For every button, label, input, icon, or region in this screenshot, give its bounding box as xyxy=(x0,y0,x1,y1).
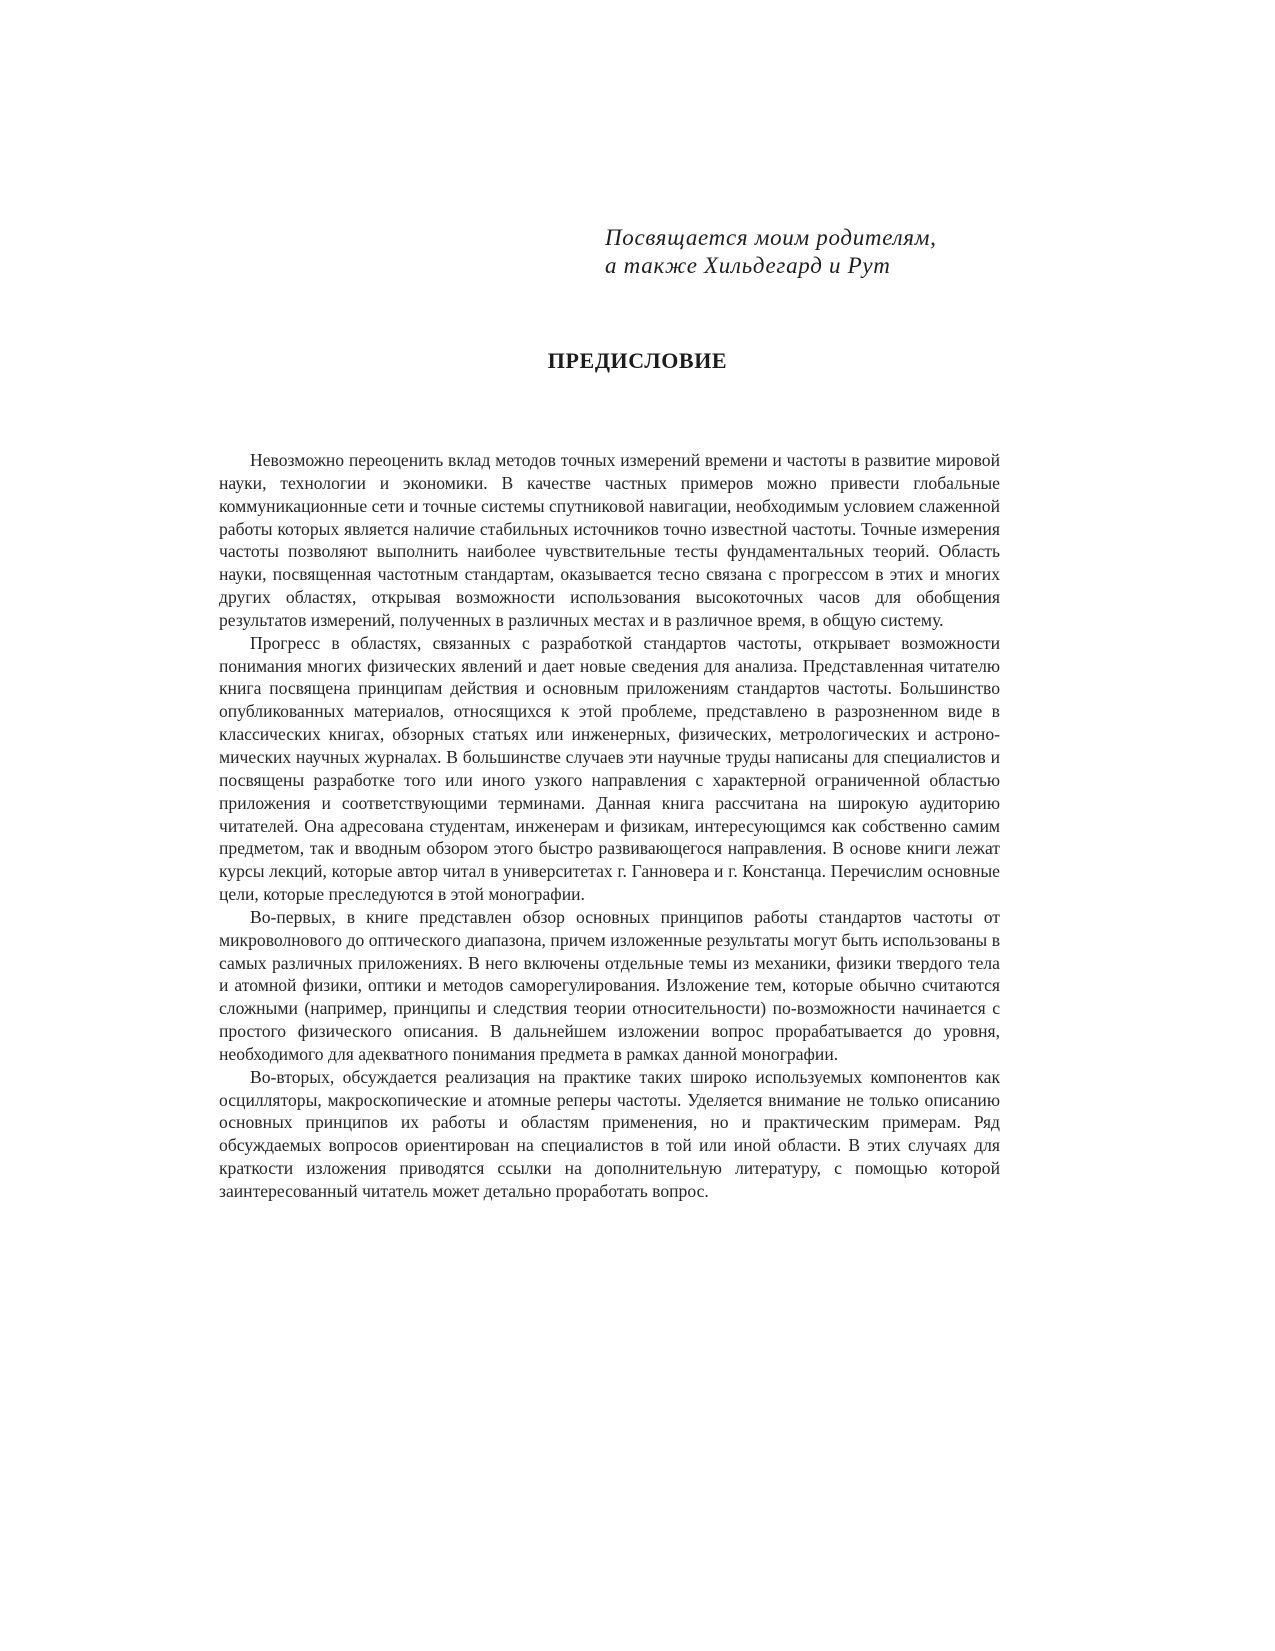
paragraph: Во-вторых, обсуждается реализация на практике таких широко используемых компонентов как осцилляторы, макроскопические и атомные реперы частоты. Уделяется внимание не только описанию основных принципов их работы и областям применения, но и практическим примерам. Ряд обсуждаемых вопросов ориентирован на специалистов в той или иной области. В этих случаях для краткости изложения приводятся ссылки на дополнительную литературу, с помощью которой заинтересованный читатель может детально проработать вопрос. xyxy=(219,1066,1000,1201)
dedication xyxy=(605,224,1025,280)
page-title: ПРЕДИСЛОВИЕ xyxy=(547,348,728,373)
preface-body xyxy=(219,449,1000,1203)
dedication-line-1: Посвящается моим родителям, xyxy=(605,225,937,250)
paragraph: Во-первых, в книге представлен обзор основных принципов работы стандартов частоты от микроволнового до оптического диапазона, причем изложенные результаты могут быть использованы в самых различных приложениях. В него включены отдельные темы из механики, физики твердого тела и атомной физики, оптики и методов саморегулирования. Изложение тем, которые обычно считаются сложными (например, принципы и следствия теории относительности) по-возможности начинается с простого физического описания. В дальнейшем изложении вопрос прорабатывается до уровня, необходимого для адекватного понимания предмета в рамках данной монографии. xyxy=(219,906,1000,1064)
paragraph: Прогресс в областях, связанных с разработкой стандартов частоты, открывает возможности понимания многих физических явлений и дает новые сведения для анализа. Представленная читателю книга посвящена принципам действия и основным приложениям стандартов частоты. Большинство опубликованных материалов, относящихся к этой проблеме, представлено в разрозненном виде в классических книгах, обзорных статьях или инженерных, физических, метрологических и астрономических научных журналах. В большинстве случаев эти научные труды написаны для специалистов и посвящены разработке того или иного узкого направления с характерной ограниченной областью приложения и соответствующими терминами. Данная книга рассчитана на широкую аудиторию читателей. Она адресована студентам, инженерам и физикам, интересующимся как собственно самим предметом, так и вводным обзором этого быстро развивающегося направления. В основе книги лежат курсы лекций, которые автор читал в университетах г. Ганновера и г. Констанца. Перечислим основные цели, которые преследуются в этой монографии. xyxy=(219,632,1000,905)
paragraph: Невозможно переоценить вклад методов точных измерений времени и частоты в развитие мировой науки, технологии и экономики. В качестве частных примеров можно привести глобальные коммуникационные сети и точные системы спутниковой навигации, необходимым условием слаженной работы которых является наличие стабильных источников точно известной частоты. Точные измерения частоты позволяют выполнить наиболее чувствительные тесты фундаментальных теорий. Область науки, посвященная частотным стандартам, оказывается тесно связана с прогрессом в этих и многих других областях, открывая возможности использования высокоточных часов для обобщения результатов измерений, полученных в различных местах и в различное время, в общую систему. xyxy=(219,450,1000,630)
dedication-line-2: а также Хильдегард и Рут xyxy=(605,253,891,278)
